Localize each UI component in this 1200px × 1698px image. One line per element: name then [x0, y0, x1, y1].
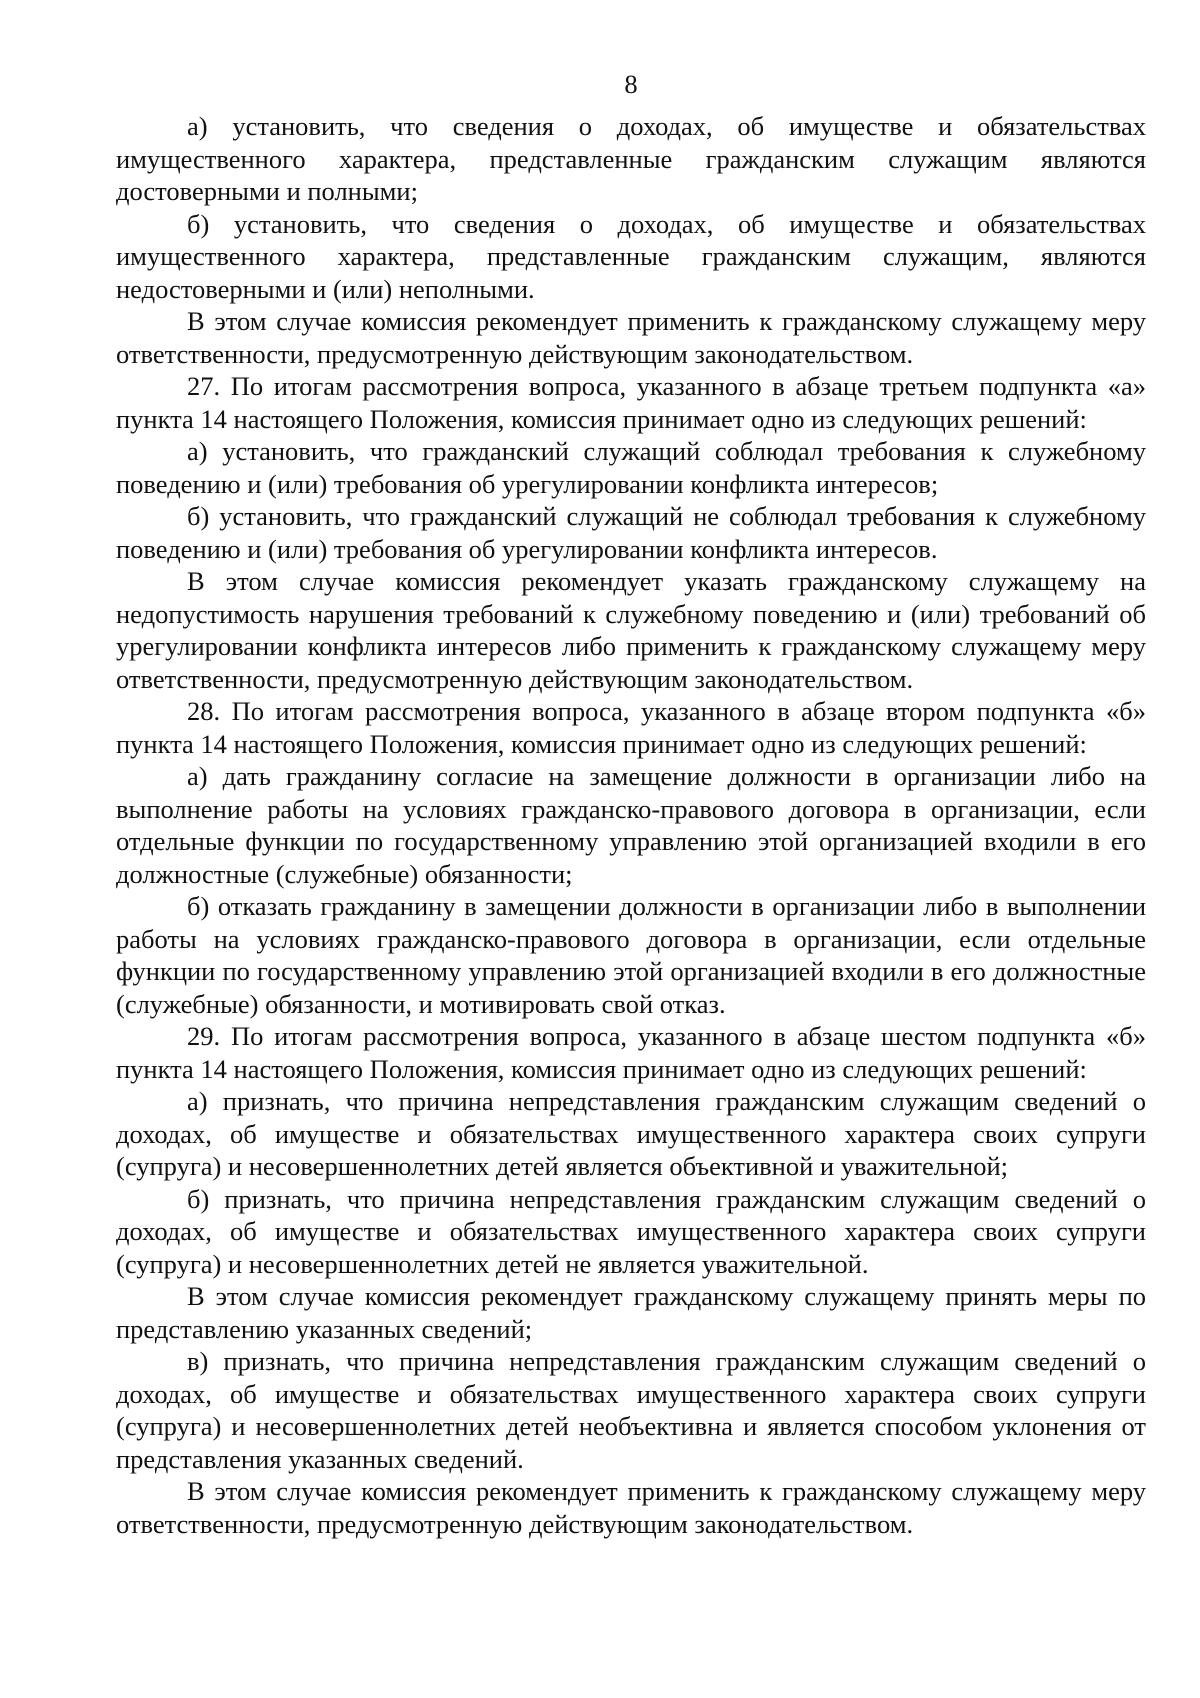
paragraph-29-v: в) признать, что причина непредставления гражданским служащим сведений о доходах, об имуществе и обязательствах имущественного характера своих супруги (супруга) и несовершеннолетних детей необъективна и является способом уклонения от представления указанных сведений.: [116, 1346, 1146, 1474]
page-number: 8: [624, 69, 638, 99]
paragraph-29-a: а) признать, что причина непредставления гражданским служащим сведений о доходах, об имуществе и обязательствах имущественного характера своих супруги (супруга) и несовершеннолетних детей является объективной и уважительной;: [116, 1086, 1146, 1181]
paragraph-a-reliable: а) установить, что сведения о доходах, об имуществе и обязательствах имущественного характера, представленные гражданским служащим являются достоверными и полными;: [116, 111, 1146, 206]
paragraph-27-b: б) установить, что гражданский служащий не соблюдал требования к служебному поведению и (или) требования об урегулировании конфликта интересов.: [116, 501, 1146, 564]
paragraph-recommendation-responsibility: В этом случае комиссия рекомендует применить к гражданскому служащему меру ответственности, предусмотренную действующим законодательством.: [116, 306, 1146, 369]
paragraph-clause-28: 28. По итогам рассмотрения вопроса, указанного в абзаце втором подпункта «б» пункта 14 настоящего Положения, комиссия принимает одно из следующих решений:: [116, 696, 1146, 759]
paragraph-clause-27: 27. По итогам рассмотрения вопроса, указанного в абзаце третьем подпункта «а» пункта 14 настоящего Положения, комиссия принимает одно из следующих решений:: [116, 371, 1146, 434]
paragraph-27-a: а) установить, что гражданский служащий соблюдал требования к служебному поведению и (или) требования об урегулировании конфликта интересов;: [116, 436, 1146, 499]
paragraph-clause-29: 29. По итогам рассмотрения вопроса, указанного в абзаце шестом подпункта «б» пункта 14 настоящего Положения, комиссия принимает одно из следующих решений:: [116, 1021, 1146, 1084]
paragraph-28-a: а) дать гражданину согласие на замещение должности в организации либо на выполнение работы на условиях гражданско-правового договора в организации, если отдельные функции по государственному управлению этой организацией входили в его должностные (служебные) обязанности;: [116, 761, 1146, 889]
paragraph-29-b: б) признать, что причина непредставления гражданским служащим сведений о доходах, об имуществе и обязательствах имущественного характера своих супруги (супруга) и несовершеннолетних детей не является уважительной.: [116, 1183, 1146, 1279]
paragraph-27-recommendation: В этом случае комиссия рекомендует указать гражданскому служащему на недопустимость нарушения требований к служебному поведению и (или) требований об урегулировании конфликта интересов либо применить к гражданскому служащему меру ответственности, предусмотренную действующим законодательством.: [116, 566, 1146, 694]
paragraph-28-b: б) отказать гражданину в замещении должности в организации либо в выполнении работы на условиях гражданско-правового договора в организации, если отдельные функции по государственному управлению этой организацией входили в его должностные (служебные) обязанности, и мотивировать свой отказ.: [116, 891, 1146, 1019]
paragraph-29-b-recommendation: В этом случае комиссия рекомендует гражданскому служащему принять меры по представлению указанных сведений;: [116, 1281, 1146, 1344]
paragraph-b-unreliable: б) установить, что сведения о доходах, об имуществе и обязательствах имущественного характера, представленные гражданским служащим, являются недостоверными и (или) неполными.: [116, 208, 1146, 304]
document-page: [116, 68, 1146, 1540]
paragraph-29-v-recommendation: В этом случае комиссия рекомендует применить к гражданскому служащему меру ответственности, предусмотренную действующим законодательством.: [116, 1476, 1146, 1539]
